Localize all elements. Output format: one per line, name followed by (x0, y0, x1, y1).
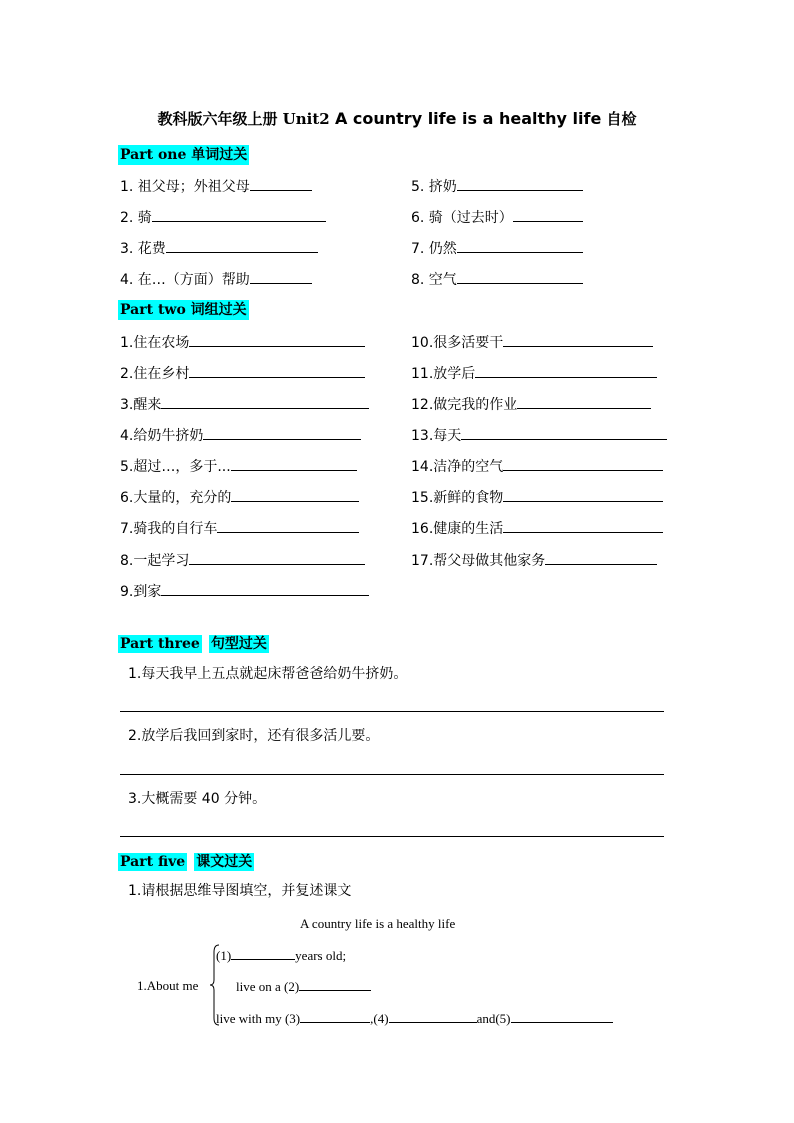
phrase-item-5: 5.超过…，多于... (120, 456, 357, 476)
part-two-heading: Part two 词组过关 (120, 302, 247, 318)
answer-line-3 (120, 836, 664, 837)
mind-map-line-3: live with my (3) ,(4) and(5) (216, 1010, 613, 1027)
sentence-3: 3.大概需要 40 分钟。 (128, 791, 267, 807)
vocab-item-8: 8. 空气 (411, 269, 583, 289)
vocab-item-1: 1. 祖父母；外祖父母 (120, 176, 312, 196)
title-prefix: 教科版六年级上册 Unit2 (157, 110, 335, 128)
sentence-2: 2.放学后我回到家时，还有很多活儿要。 (128, 728, 380, 744)
mind-map-title: A country life is a healthy life (300, 916, 456, 931)
part-one-heading: Part one 单词过关 (120, 147, 248, 163)
phrase-item-6: 6.大量的，充分的 (120, 487, 359, 507)
phrase-item-13: 13.每天 (411, 425, 667, 445)
phrase-item-11: 11.放学后 (411, 363, 657, 383)
mind-map-line-2: live on a (2) (236, 978, 371, 995)
part-five-label: Part five (120, 854, 186, 870)
phrase-item-4: 4.给奶牛挤奶 (120, 425, 361, 445)
mind-map-about-me: 1.About me (137, 978, 199, 993)
vocab-item-3: 3. 花费 (120, 238, 318, 258)
phrase-item-1: 1.住在农场 (120, 332, 365, 352)
part-five-heading (118, 851, 254, 871)
answer-line-1 (120, 711, 664, 712)
vocab-item-7: 7. 仍然 (411, 238, 583, 258)
mind-map-line-1: (1) years old; (216, 948, 347, 963)
vocab-item-4: 4. 在…（方面）帮助 (120, 269, 312, 289)
phrase-item-16: 16.健康的生活 (411, 518, 663, 538)
part-three-heading (118, 633, 269, 653)
part-three-label-cn: 句型过关 (210, 636, 267, 652)
page-title (0, 108, 794, 129)
phrase-item-10: 10.很多活要干 (411, 332, 653, 352)
title-suffix: 自检 (601, 110, 637, 128)
part-five-instruction: 1.请根据思维导图填空，并复述课文 (128, 883, 352, 899)
phrase-item-2: 2.住在乡村 (120, 363, 365, 383)
answer-line-2 (120, 774, 664, 775)
vocab-item-6: 6. 骑（过去时） (411, 207, 583, 227)
title-main: A country life is a healthy life (334, 109, 602, 128)
phrase-item-7: 7.骑我的自行车 (120, 518, 359, 538)
part-five-label-cn: 课文过关 (196, 854, 253, 870)
phrase-item-8: 8.一起学习 (120, 550, 365, 570)
phrase-item-12: 12.做完我的作业 (411, 394, 651, 414)
phrase-item-14: 14.洁净的空气 (411, 456, 663, 476)
sentence-1: 1.每天我早上五点就起床帮爸爸给奶牛挤奶。 (128, 666, 408, 682)
phrase-item-3: 3.醒来 (120, 394, 369, 414)
part-three-label: Part three (120, 636, 200, 652)
vocab-item-2: 2. 骑 (120, 207, 326, 227)
phrase-item-17: 17.帮父母做其他家务 (411, 550, 657, 570)
vocab-item-5: 5. 挤奶 (411, 176, 583, 196)
phrase-item-15: 15.新鲜的食物 (411, 487, 663, 507)
phrase-item-9: 9.到家 (120, 581, 369, 601)
